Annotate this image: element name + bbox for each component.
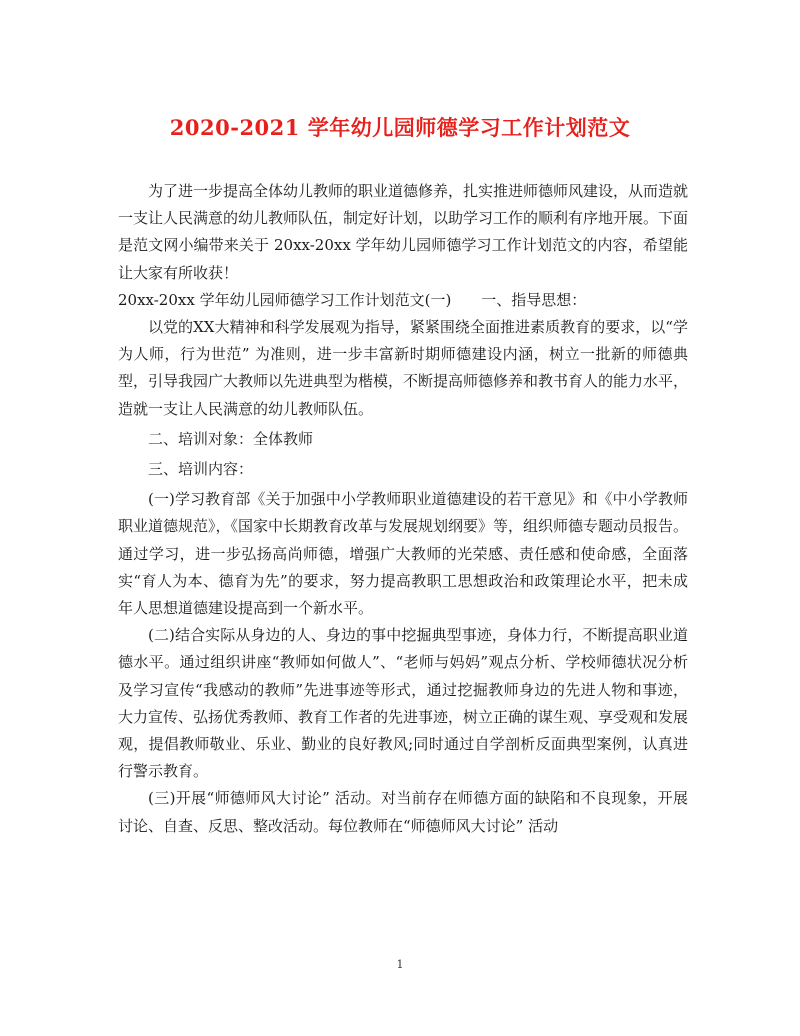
item-three-paragraph: (三)开展“师德师风大讨论” 活动。对当前存在师德方面的缺陷和不良现象，开展讨论、自查、反思、整改活动。每位教师在“师德师风大讨论” 活动 bbox=[118, 789, 688, 835]
training-target: 二、培训对象：全体教师 bbox=[148, 429, 314, 448]
intro-paragraph: 为了进一步提高全体幼儿教师的职业道德修养，扎实推进师德师风建设，从而造就一支让人民满意的幼儿教师队伍，制定好计划，以助学习工作的顺利有序地开展。下面是范文网小编带来关于 20xx-20xx 学年幼儿园师德学习工作计划范文的内容，希望能让大家有所收获！ bbox=[118, 182, 689, 282]
guide-paragraph: 以党的XX大精神和科学发展观为指导，紧紧围绕全面推进素质教育的要求，以“学为人师，行为世范” 为准则，进一步丰富新时期师德建设内涵，树立一批新的师德典型，引导我园广大教师以先进典型为楷模，不断提高师德修养和教书育人的能力水平，造就一支让人民满意的幼儿教师队伍。 bbox=[118, 318, 689, 418]
page-number: 1 bbox=[396, 958, 404, 971]
guide-heading: 一、指导思想： bbox=[481, 290, 587, 309]
training-content-heading: 三、培训内容： bbox=[148, 460, 254, 479]
item-one-paragraph: (一)学习教育部《关于加强中小学教师职业道德建设的若干意见》和《中小学教师职业道德规范》，《国家中长期教育改革与发展规划纲要》等，组织师德专题动员报告。通过学习，进一步弘扬高尚师德，增强广大教师的光荣感、责任感和使命感，全面落实“育人为本、德育为先”的要求，努力提高教职工思想政治和政策理论水平，把未成年人思想道德建设提高到一个新水平。 bbox=[118, 490, 689, 618]
document-title: 2020-2021 学年幼儿园师德学习工作计划范文 bbox=[169, 115, 631, 140]
document-body bbox=[118, 178, 688, 840]
subheading-line bbox=[118, 287, 688, 314]
plan-subheading: 20xx-20xx 学年幼儿园师德学习工作计划范文(一) bbox=[118, 290, 452, 309]
item-two-paragraph: (二)结合实际从身边的人、身边的事中挖掘典型事迹，身体力行，不断提高职业道德水平。通过组织讲座“教师如何做人”、“老师与妈妈”观点分析、学校师德状况分析及学习宣传“我感动的教师”先进事迹等形式，通过挖掘教师身边的先进人物和事迹，大力宣传、弘扬优秀教师、教育工作者的先进事迹，树立正确的谋生观、享受观和发展观，提倡教师敬业、乐业、勤业的良好教风;同时通过自学剖析反面典型案例，认真进行警示教育。 bbox=[118, 626, 689, 781]
